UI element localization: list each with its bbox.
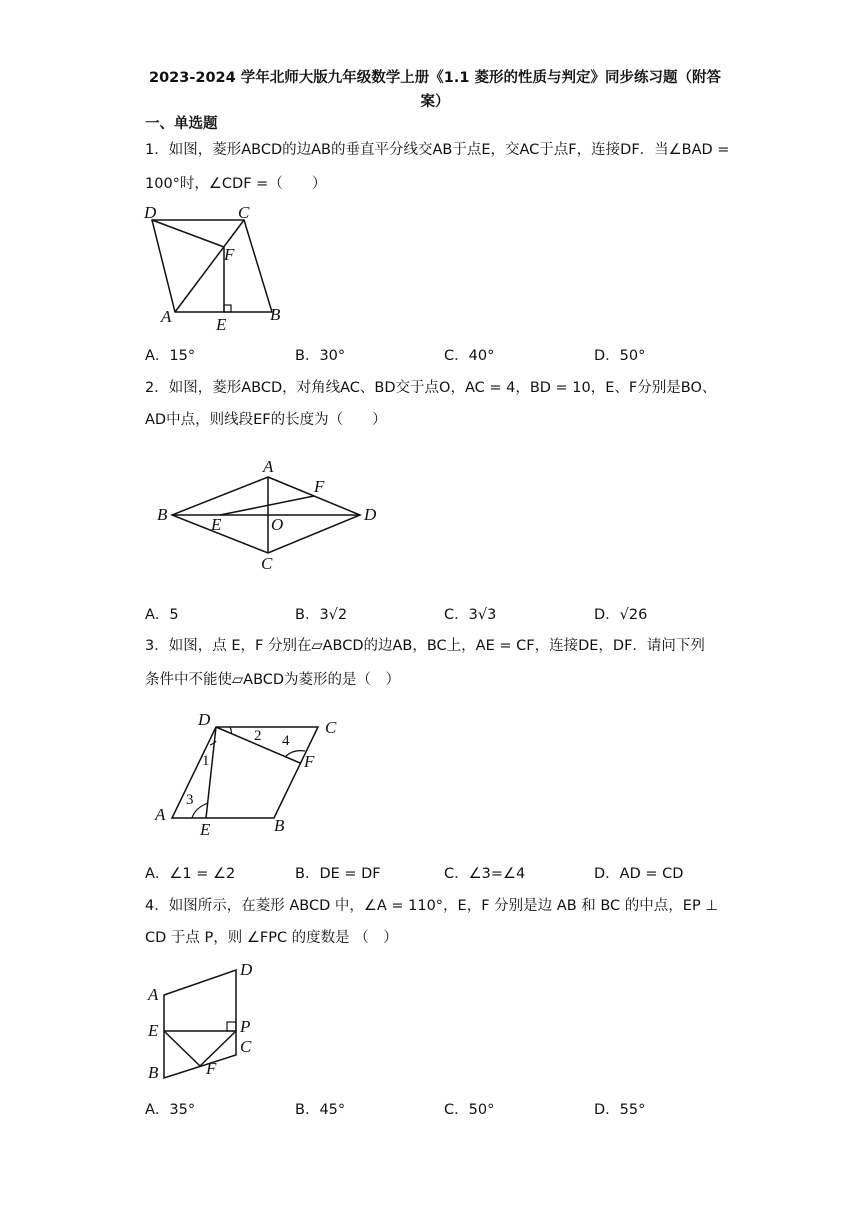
q2-option-a[interactable]: A．5 — [145, 607, 179, 623]
q1-label-a: A — [161, 307, 172, 326]
page-title — [140, 66, 730, 114]
q2-label-e: E — [211, 515, 222, 534]
q3-label-angle-4: 4 — [282, 733, 290, 749]
q3-parallelogram — [172, 727, 318, 818]
q1-label-f: F — [224, 245, 235, 264]
q3-option-a[interactable]: A．∠1 = ∠2 — [145, 866, 236, 882]
q3-option-d[interactable]: D．AD = CD — [594, 866, 684, 882]
q2-label-o: O — [271, 515, 284, 534]
q3-angle-arc-4 — [285, 751, 305, 757]
q2-text-line-2: AD中点，则线段EF的长度为（ ） — [145, 412, 387, 428]
q2-option-c[interactable]: C．3√3 — [444, 607, 497, 623]
q4-label-e: E — [148, 1021, 159, 1040]
q1-option-d[interactable]: D．50° — [594, 348, 646, 364]
q1-rhombus — [152, 220, 272, 312]
q4-label-c: C — [240, 1037, 252, 1056]
section-heading: 一、单选题 — [145, 116, 218, 132]
q3-label-f: F — [304, 752, 315, 771]
q2-option-d[interactable]: D．√26 — [594, 607, 648, 623]
q4-label-p: P — [240, 1017, 251, 1036]
q4-label-b: B — [148, 1063, 159, 1082]
q1-label-c: C — [238, 203, 250, 222]
q4-text-line-2: CD 于点 P，则 ∠FPC 的度数是 （ ） — [145, 930, 398, 946]
q4-option-b[interactable]: B．45° — [295, 1102, 346, 1118]
q4-right-angle-mark — [227, 1022, 236, 1031]
q1-label-e: E — [216, 315, 227, 334]
q3-text-line-1: 3．如图，点 E，F 分别在▱ABCD的边AB，BC上，AE = CF，连接DE，DF．请问下列 — [145, 638, 705, 654]
q1-diagonal-ac — [175, 220, 244, 312]
q2-label-f: F — [314, 477, 325, 496]
q3-label-e: E — [200, 820, 211, 839]
q4-label-f: F — [206, 1059, 217, 1078]
q2-text-line-1: 2．如图，菱形ABCD，对角线AC、BD交于点O，AC = 4，BD = 10，E、F分别是BO、 — [145, 380, 717, 396]
q1-option-c[interactable]: C．40° — [444, 348, 495, 364]
q1-text-line-1: 1．如图，菱形ABCD的边AB的垂直平分线交AB于点E，交AC于点F，连接DF．当∠BAD = — [145, 142, 730, 158]
q3-angle-arc-1 — [210, 741, 216, 745]
q3-label-angle-1: 1 — [202, 753, 210, 769]
q1-right-angle-mark — [224, 305, 231, 312]
q1-text-line-2: 100°时，∠CDF =（ ） — [145, 176, 327, 192]
q2-segment-ef — [220, 496, 314, 515]
q1-label-b: B — [270, 305, 281, 324]
q3-figure — [150, 705, 350, 840]
q2-label-b: B — [157, 505, 168, 524]
q4-option-c[interactable]: C．50° — [444, 1102, 495, 1118]
q3-label-angle-2: 2 — [254, 728, 262, 744]
q1-option-a[interactable]: A．15° — [145, 348, 196, 364]
q4-text-line-1: 4．如图所示，在菱形 ABCD 中，∠A = 110°，E，F 分别是边 AB 和 BC 的中点，EP ⊥ — [145, 898, 718, 914]
q1-option-b[interactable]: B．30° — [295, 348, 346, 364]
q4-option-a[interactable]: A．35° — [145, 1102, 196, 1118]
q3-segment-de — [206, 727, 216, 818]
q1-segment-df — [152, 220, 224, 247]
q2-label-d: D — [364, 505, 377, 524]
q4-option-d[interactable]: D．55° — [594, 1102, 646, 1118]
q4-label-a: A — [148, 985, 159, 1004]
q4-figure — [140, 960, 270, 1085]
q3-text-line-2: 条件中不能使▱ABCD为菱形的是（ ） — [145, 672, 401, 688]
q3-label-a: A — [155, 805, 166, 824]
q4-rhombus — [164, 970, 236, 1078]
q2-label-a: A — [263, 457, 274, 476]
q3-option-b[interactable]: B．DE = DF — [295, 866, 381, 882]
q2-figure — [150, 455, 390, 577]
title-line-2: 案） — [420, 94, 450, 110]
q1-figure — [140, 200, 300, 335]
q3-label-angle-3: 3 — [186, 792, 194, 808]
q2-label-c: C — [261, 554, 273, 573]
q4-segment-ef — [164, 1031, 200, 1066]
q3-label-d: D — [198, 710, 211, 729]
q3-label-c: C — [325, 718, 337, 737]
q3-label-b: B — [274, 816, 285, 835]
q2-option-b[interactable]: B．3√2 — [295, 607, 348, 623]
title-line-1: 2023-2024 学年北师大版九年级数学上册《1.1 菱形的性质与判定》同步练习题（附答 — [148, 70, 721, 86]
q4-label-d: D — [240, 960, 253, 979]
q3-option-c[interactable]: C．∠3=∠4 — [444, 866, 526, 882]
q1-label-d: D — [144, 203, 157, 222]
